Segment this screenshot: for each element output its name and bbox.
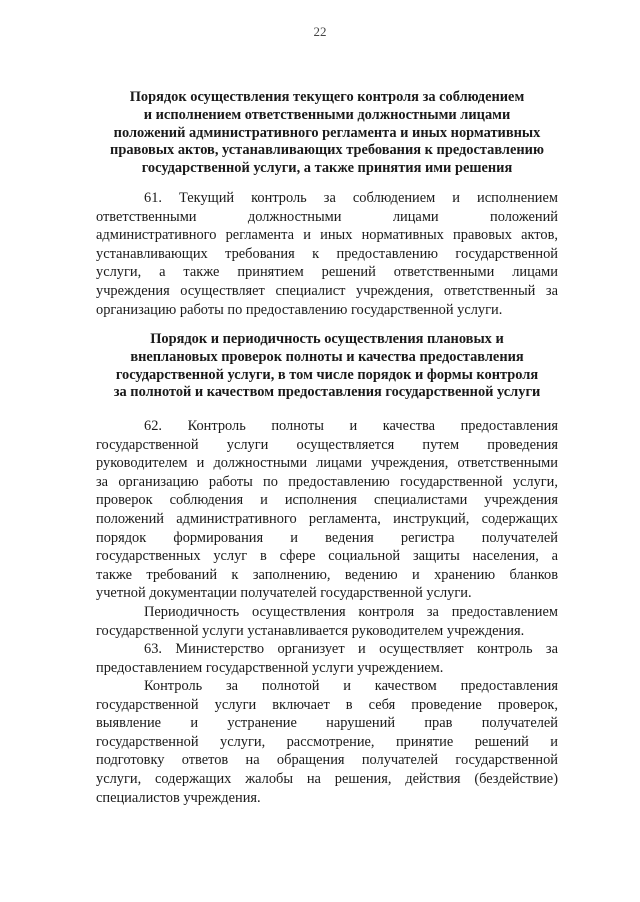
text-line: услуги, содержащих жалобы на решения, действия (бездействие) xyxy=(96,770,558,787)
text-line: государственных услуг в сфере социальной защиты населения, а xyxy=(96,548,558,565)
text-line: государственной услуги, рассмотрение, принятие решений и xyxy=(96,733,558,750)
heading-line: Порядок осуществления текущего контроля за соблюдением xyxy=(129,89,525,105)
page-number: 22 xyxy=(313,24,327,39)
text-line: государственной услуги включает в себя проведение проверок, xyxy=(96,696,558,713)
text-line: 63. Министерство организует и осуществляет контроль за xyxy=(144,641,558,657)
text-line: 61. Текущий контроль за соблюдением и исполнением xyxy=(144,190,558,206)
text-line: положений административного регламента, инструкций, содержащих xyxy=(96,510,558,527)
text-line: за организацию работы по предоставлению государственной услуги, xyxy=(96,473,558,490)
text-line: подготовку ответов на обращения получателей государственной xyxy=(96,752,558,769)
heading-line: правовых актов, устанавливающих требования к предоставлению xyxy=(110,142,544,159)
heading-line: внеплановых проверок полноты и качества предоставления xyxy=(130,348,524,365)
paragraph-63 xyxy=(96,640,558,677)
text-line: административного регламента и иных нормативных правовых актов, xyxy=(96,227,558,244)
paragraph-62 xyxy=(96,417,558,603)
text-line: руководителем и должностными лицами учреждения, ответственными xyxy=(96,455,558,472)
text-line: предоставлением государственной услуги учреждением. xyxy=(96,659,444,676)
paragraph-control-scope xyxy=(96,677,558,807)
text-line: выявление и устранение нарушений прав получателей xyxy=(96,715,558,732)
text-line: учреждения осуществляет специалист учреждения, ответственный за xyxy=(96,282,558,299)
text-line: также требований к заполнению, ведению и хранению бланков xyxy=(96,566,558,583)
text-line: организацию работы по предоставлению государственной услуги. xyxy=(96,301,503,318)
section-heading-inspections xyxy=(96,331,558,402)
text-line: устанавливающих требования к предоставлению государственной xyxy=(96,245,558,262)
text-line: 62. Контроль полноты и качества предоставления xyxy=(144,418,558,434)
text-line: проверок соблюдения и исполнения специалистами учреждения xyxy=(96,492,558,509)
heading-line: за полнотой и качеством предоставления государственной услуги xyxy=(113,384,541,401)
text-line: услуги, а также принятием решений ответственными лицами xyxy=(96,264,558,281)
heading-line: государственной услуги, в том числе порядок и формы контроля xyxy=(115,366,539,383)
text-line: Периодичность осуществления контроля за предоставлением xyxy=(144,604,558,620)
text-line: государственной услуги устанавливается руководителем учреждения. xyxy=(96,622,525,639)
text-line: порядок формирования и ведения регистра получателей xyxy=(96,529,558,546)
section-heading-current-control xyxy=(96,89,558,178)
paragraph-61 xyxy=(96,189,558,319)
text-line: учетной документации получателей государственной услуги. xyxy=(96,585,472,602)
heading-line: положений административного регламента и иных нормативных xyxy=(113,124,541,141)
heading-line: Порядок и периодичность осуществления плановых и xyxy=(150,331,504,347)
heading-line: государственной услуги, а также принятия ими решения xyxy=(141,160,513,177)
text-line: Контроль за полнотой и качеством предоставления xyxy=(144,678,558,694)
paragraph-periodicity xyxy=(96,603,558,640)
heading-line: и исполнением ответственными должностными лицами xyxy=(143,106,511,123)
text-line: специалистов учреждения. xyxy=(96,789,261,806)
text-line: государственной услуги осуществляется путем проведения xyxy=(96,436,558,453)
text-line: ответственными должностными лицами положений xyxy=(96,208,558,225)
